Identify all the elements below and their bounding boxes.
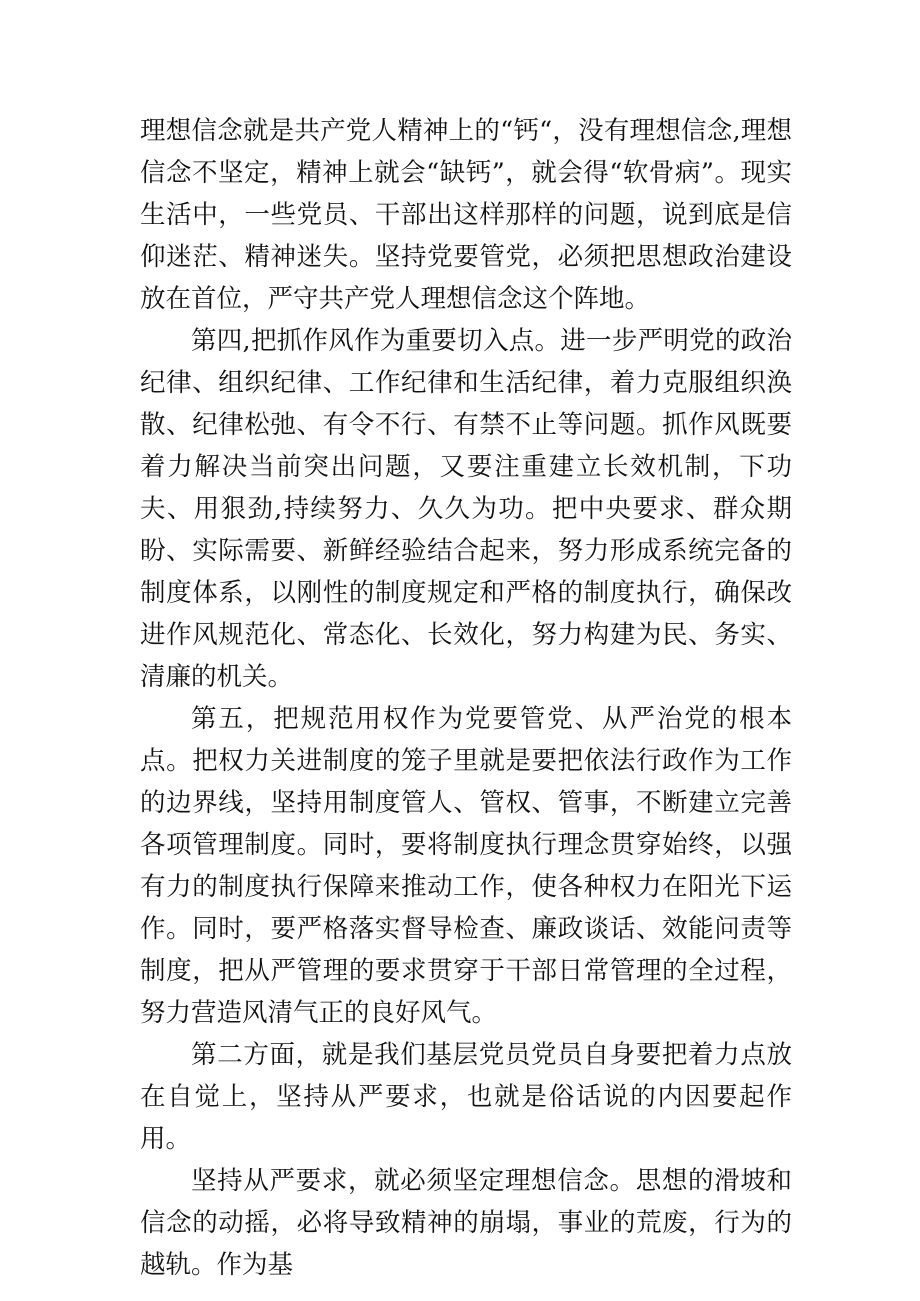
document-body [140, 110, 792, 1286]
paragraph-second-aspect: 第二方面，就是我们基层党员党员自身要把着力点放在自觉上，坚持从严要求，也就是俗话说的内因要起作用。 [140, 1040, 792, 1154]
paragraph-fifth-point: 第五，把规范用权作为党要管党、从严治党的根本点。把权力关进制度的笼子里就是要把依法行政作为工作的边界线，坚持用制度管人、管权、管事，不断建立完善各项管理制度。同时，要将制度执行理念贯穿始终，以强有力的制度执行保障来推动工作，使各种权力在阳光下运作。同时，要严格落实督导检查、廉政谈话、效能问责等制度，把从严管理的要求贯穿于干部日常管理的全过程，努力营造风清气正的良好风气。 [140, 704, 792, 1028]
paragraph-ideals-continuation: 理想信念就是共产党人精神上的“钙“，没有理想信念,理想信念不坚定，精神上就会“缺钙”，就会得“软骨病”。现实生活中，一些党员、干部出这样那样的问题，说到底是信仰迷茫、精神迷失。坚持党要管党，必须把思想政治建设放在首位，严守共产党人理想信念这个阵地。 [140, 116, 792, 314]
paragraph-strict-requirements: 坚持从严要求，就必须坚定理想信念。思想的滑坡和信念的动摇，必将导致精神的崩塌，事业的荒废，行为的越轨。作为基 [140, 1166, 792, 1280]
paragraph-fourth-point: 第四,把抓作风作为重要切入点。进一步严明党的政治纪律、组织纪律、工作纪律和生活纪律，着力克服组织涣散、纪律松弛、有令不行、有禁不止等问题。抓作风既要着力解决当前突出问题，又要注重建立长效机制，下功夫、用狠劲,持续努力、久久为功。把中央要求、群众期盼、实际需要、新鲜经验结合起来，努力形成系统完备的制度体系，以刚性的制度规定和严格的制度执行，确保改进作风规范化、常态化、长效化，努力构建为民、务实、清廉的机关。 [140, 326, 792, 692]
